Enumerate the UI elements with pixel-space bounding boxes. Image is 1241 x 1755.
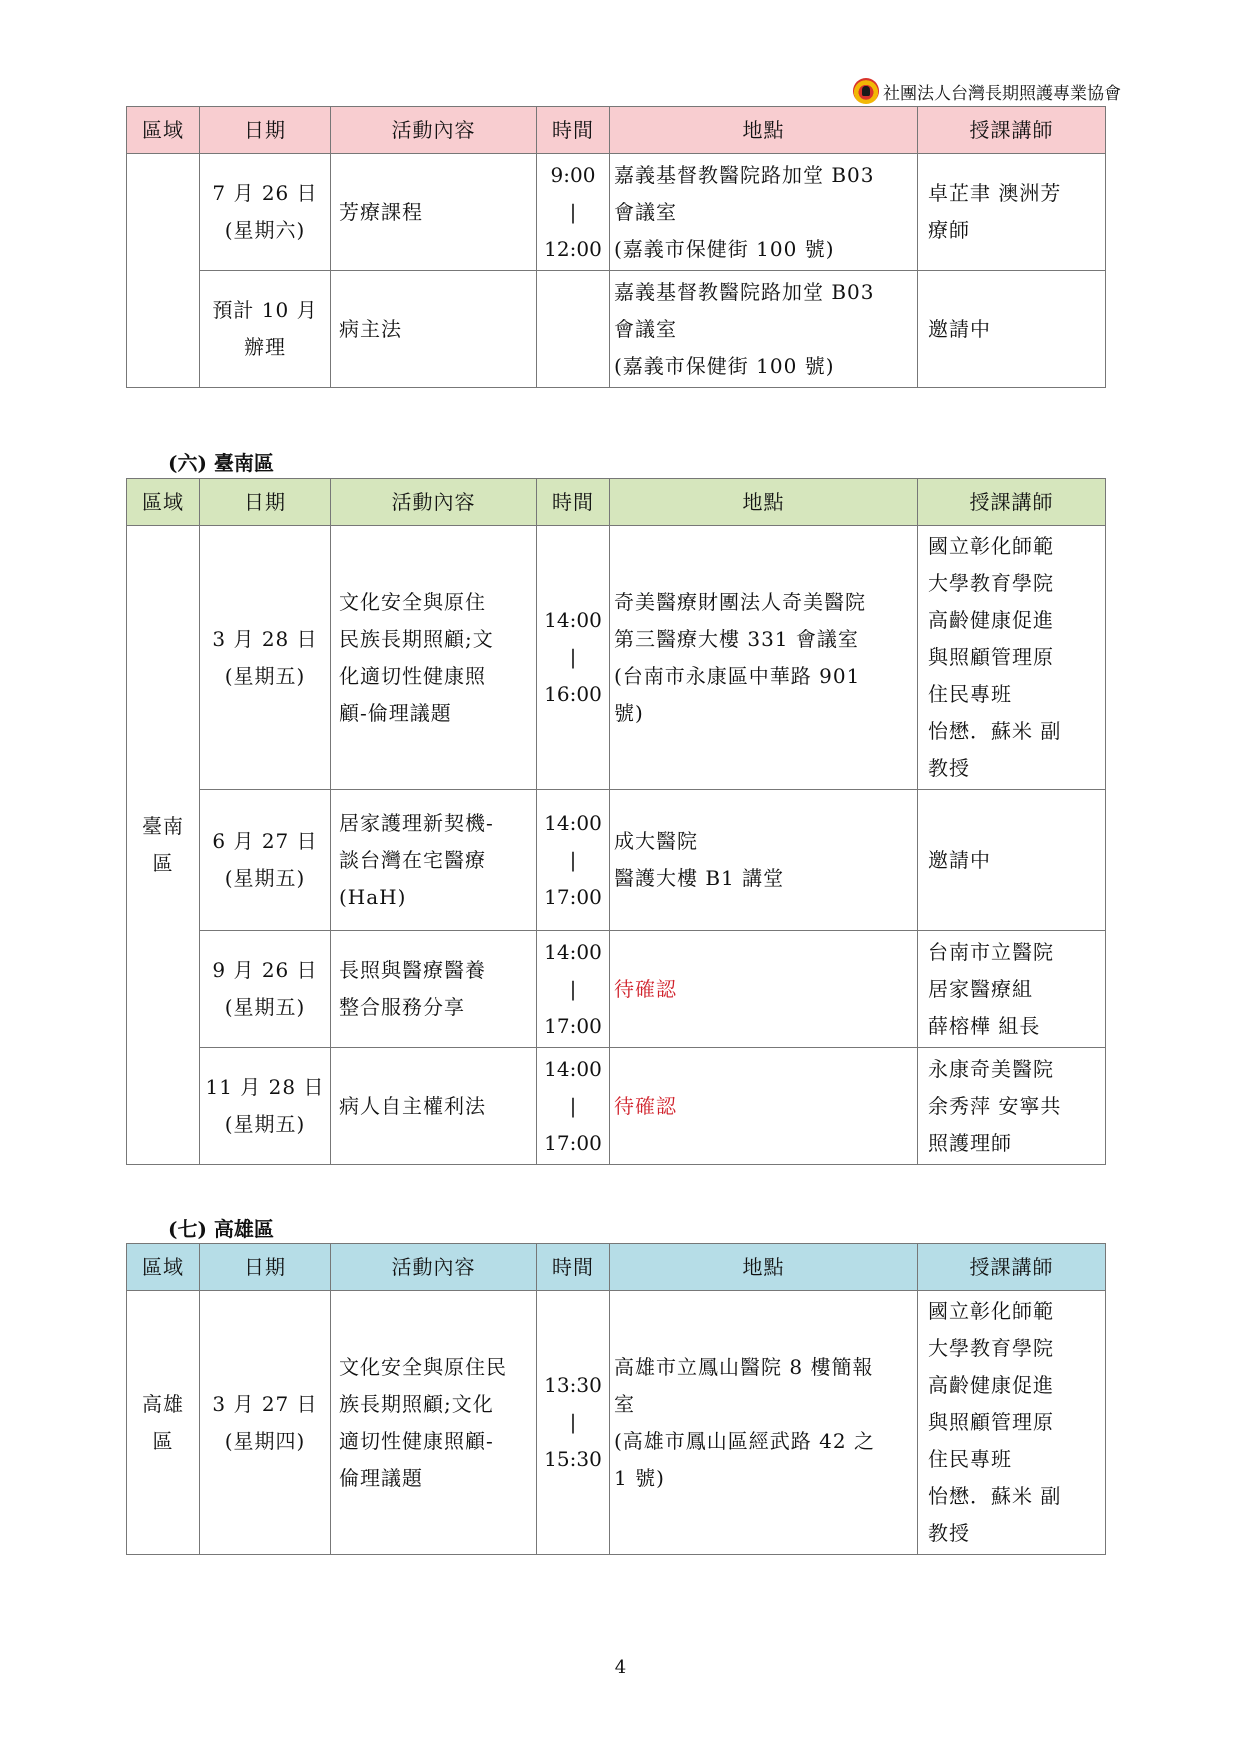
activity-cell: 長照與醫療醫養 整合服務分享 xyxy=(331,931,537,1048)
time-cell: 14:00 | 17:00 xyxy=(537,790,610,931)
activity-cell: 病主法 xyxy=(331,271,537,388)
table-row xyxy=(127,1291,1106,1555)
col-teacher: 授課講師 xyxy=(918,1244,1106,1291)
table-row xyxy=(127,790,1106,931)
date-cell: 6 月 27 日 (星期五) xyxy=(200,790,331,931)
time-cell: 14:00 | 16:00 xyxy=(537,526,610,790)
place-cell: 嘉義基督教醫院路加堂 B03 會議室 (嘉義市保健街 100 號) xyxy=(610,154,918,271)
time-cell: 14:00 | 17:00 xyxy=(537,931,610,1048)
place-cell: 高雄市立鳳山醫院 8 樓簡報 室 (高雄市鳳山區經武路 42 之 1 號) xyxy=(610,1291,918,1555)
place-cell: 成大醫院 醫護大樓 B1 講堂 xyxy=(610,790,918,931)
col-date: 日期 xyxy=(200,107,331,154)
col-time: 時間 xyxy=(537,479,610,526)
teacher-cell: 邀請中 xyxy=(918,790,1106,931)
col-time: 時間 xyxy=(537,107,610,154)
time-cell: 9:00 | 12:00 xyxy=(537,154,610,271)
col-activity: 活動內容 xyxy=(331,1244,537,1291)
area-cell xyxy=(127,154,200,388)
time-cell xyxy=(537,271,610,388)
org-name: 社團法人台灣長期照護專業協會 xyxy=(883,83,1121,104)
table-tainan xyxy=(126,478,1106,1165)
table-row xyxy=(127,1048,1106,1165)
col-place: 地點 xyxy=(610,107,918,154)
activity-cell: 文化安全與原住 民族長期照顧;文 化適切性健康照 顧-倫理議題 xyxy=(331,526,537,790)
time-cell: 13:30 | 15:30 xyxy=(537,1291,610,1555)
teacher-cell: 國立彰化師範 大學教育學院 高齡健康促進 與照顧管理原 住民專班 怡懋．蘇米 副 教授 xyxy=(918,526,1106,790)
date-cell: 3 月 27 日 (星期四) xyxy=(200,1291,331,1555)
pending-label: 待確認 xyxy=(614,1093,677,1118)
page-number: 4 xyxy=(614,1657,627,1678)
table-kaohsiung xyxy=(126,1243,1106,1555)
section-title-tainan: (六) 臺南區 xyxy=(168,451,274,475)
activity-cell: 芳療課程 xyxy=(331,154,537,271)
date-cell: 預計 10 月 辦理 xyxy=(200,271,331,388)
col-date: 日期 xyxy=(200,1244,331,1291)
col-teacher: 授課講師 xyxy=(918,479,1106,526)
col-area: 區域 xyxy=(127,479,200,526)
col-place: 地點 xyxy=(610,479,918,526)
teacher-cell: 國立彰化師範 大學教育學院 高齡健康促進 與照顧管理原 住民專班 怡懋．蘇米 副 教授 xyxy=(918,1291,1106,1555)
page-header xyxy=(853,78,1121,104)
table-header-row xyxy=(127,107,1106,154)
area-cell: 臺南 區 xyxy=(127,526,200,1165)
teacher-cell: 永康奇美醫院 余秀萍 安寧共 照護理師 xyxy=(918,1048,1106,1165)
time-cell: 14:00 | 17:00 xyxy=(537,1048,610,1165)
col-activity: 活動內容 xyxy=(331,107,537,154)
date-cell: 7 月 26 日 (星期六) xyxy=(200,154,331,271)
date-cell: 9 月 26 日 (星期五) xyxy=(200,931,331,1048)
table-row xyxy=(127,526,1106,790)
area-cell: 高雄 區 xyxy=(127,1291,200,1555)
col-area: 區域 xyxy=(127,107,200,154)
date-cell: 3 月 28 日 (星期五) xyxy=(200,526,331,790)
activity-cell: 文化安全與原住民 族長期照顧;文化 適切性健康照顧- 倫理議題 xyxy=(331,1291,537,1555)
col-date: 日期 xyxy=(200,479,331,526)
teacher-cell: 邀請中 xyxy=(918,271,1106,388)
place-cell: 嘉義基督教醫院路加堂 B03 會議室 (嘉義市保健街 100 號) xyxy=(610,271,918,388)
table-header-row xyxy=(127,1244,1106,1291)
table-row xyxy=(127,154,1106,271)
col-place: 地點 xyxy=(610,1244,918,1291)
table-row xyxy=(127,271,1106,388)
teacher-cell: 卓芷聿 澳洲芳 療師 xyxy=(918,154,1106,271)
col-teacher: 授課講師 xyxy=(918,107,1106,154)
date-cell: 11 月 28 日 (星期五) xyxy=(200,1048,331,1165)
activity-cell: 居家護理新契機- 談台灣在宅醫療 (HaH) xyxy=(331,790,537,931)
table-header-row xyxy=(127,479,1106,526)
col-time: 時間 xyxy=(537,1244,610,1291)
place-cell xyxy=(610,931,918,1048)
col-area: 區域 xyxy=(127,1244,200,1291)
place-cell: 奇美醫療財團法人奇美醫院 第三醫療大樓 331 會議室 (台南市永康區中華路 901 號) xyxy=(610,526,918,790)
association-logo-icon xyxy=(853,78,879,104)
col-activity: 活動內容 xyxy=(331,479,537,526)
section-title-kaohsiung: (七) 高雄區 xyxy=(168,1217,274,1241)
teacher-cell: 台南市立醫院 居家醫療組 薛榕樺 組長 xyxy=(918,931,1106,1048)
pending-label: 待確認 xyxy=(614,976,677,1001)
activity-cell: 病人自主權利法 xyxy=(331,1048,537,1165)
table-chiayi xyxy=(126,106,1106,388)
place-cell xyxy=(610,1048,918,1165)
table-row xyxy=(127,931,1106,1048)
